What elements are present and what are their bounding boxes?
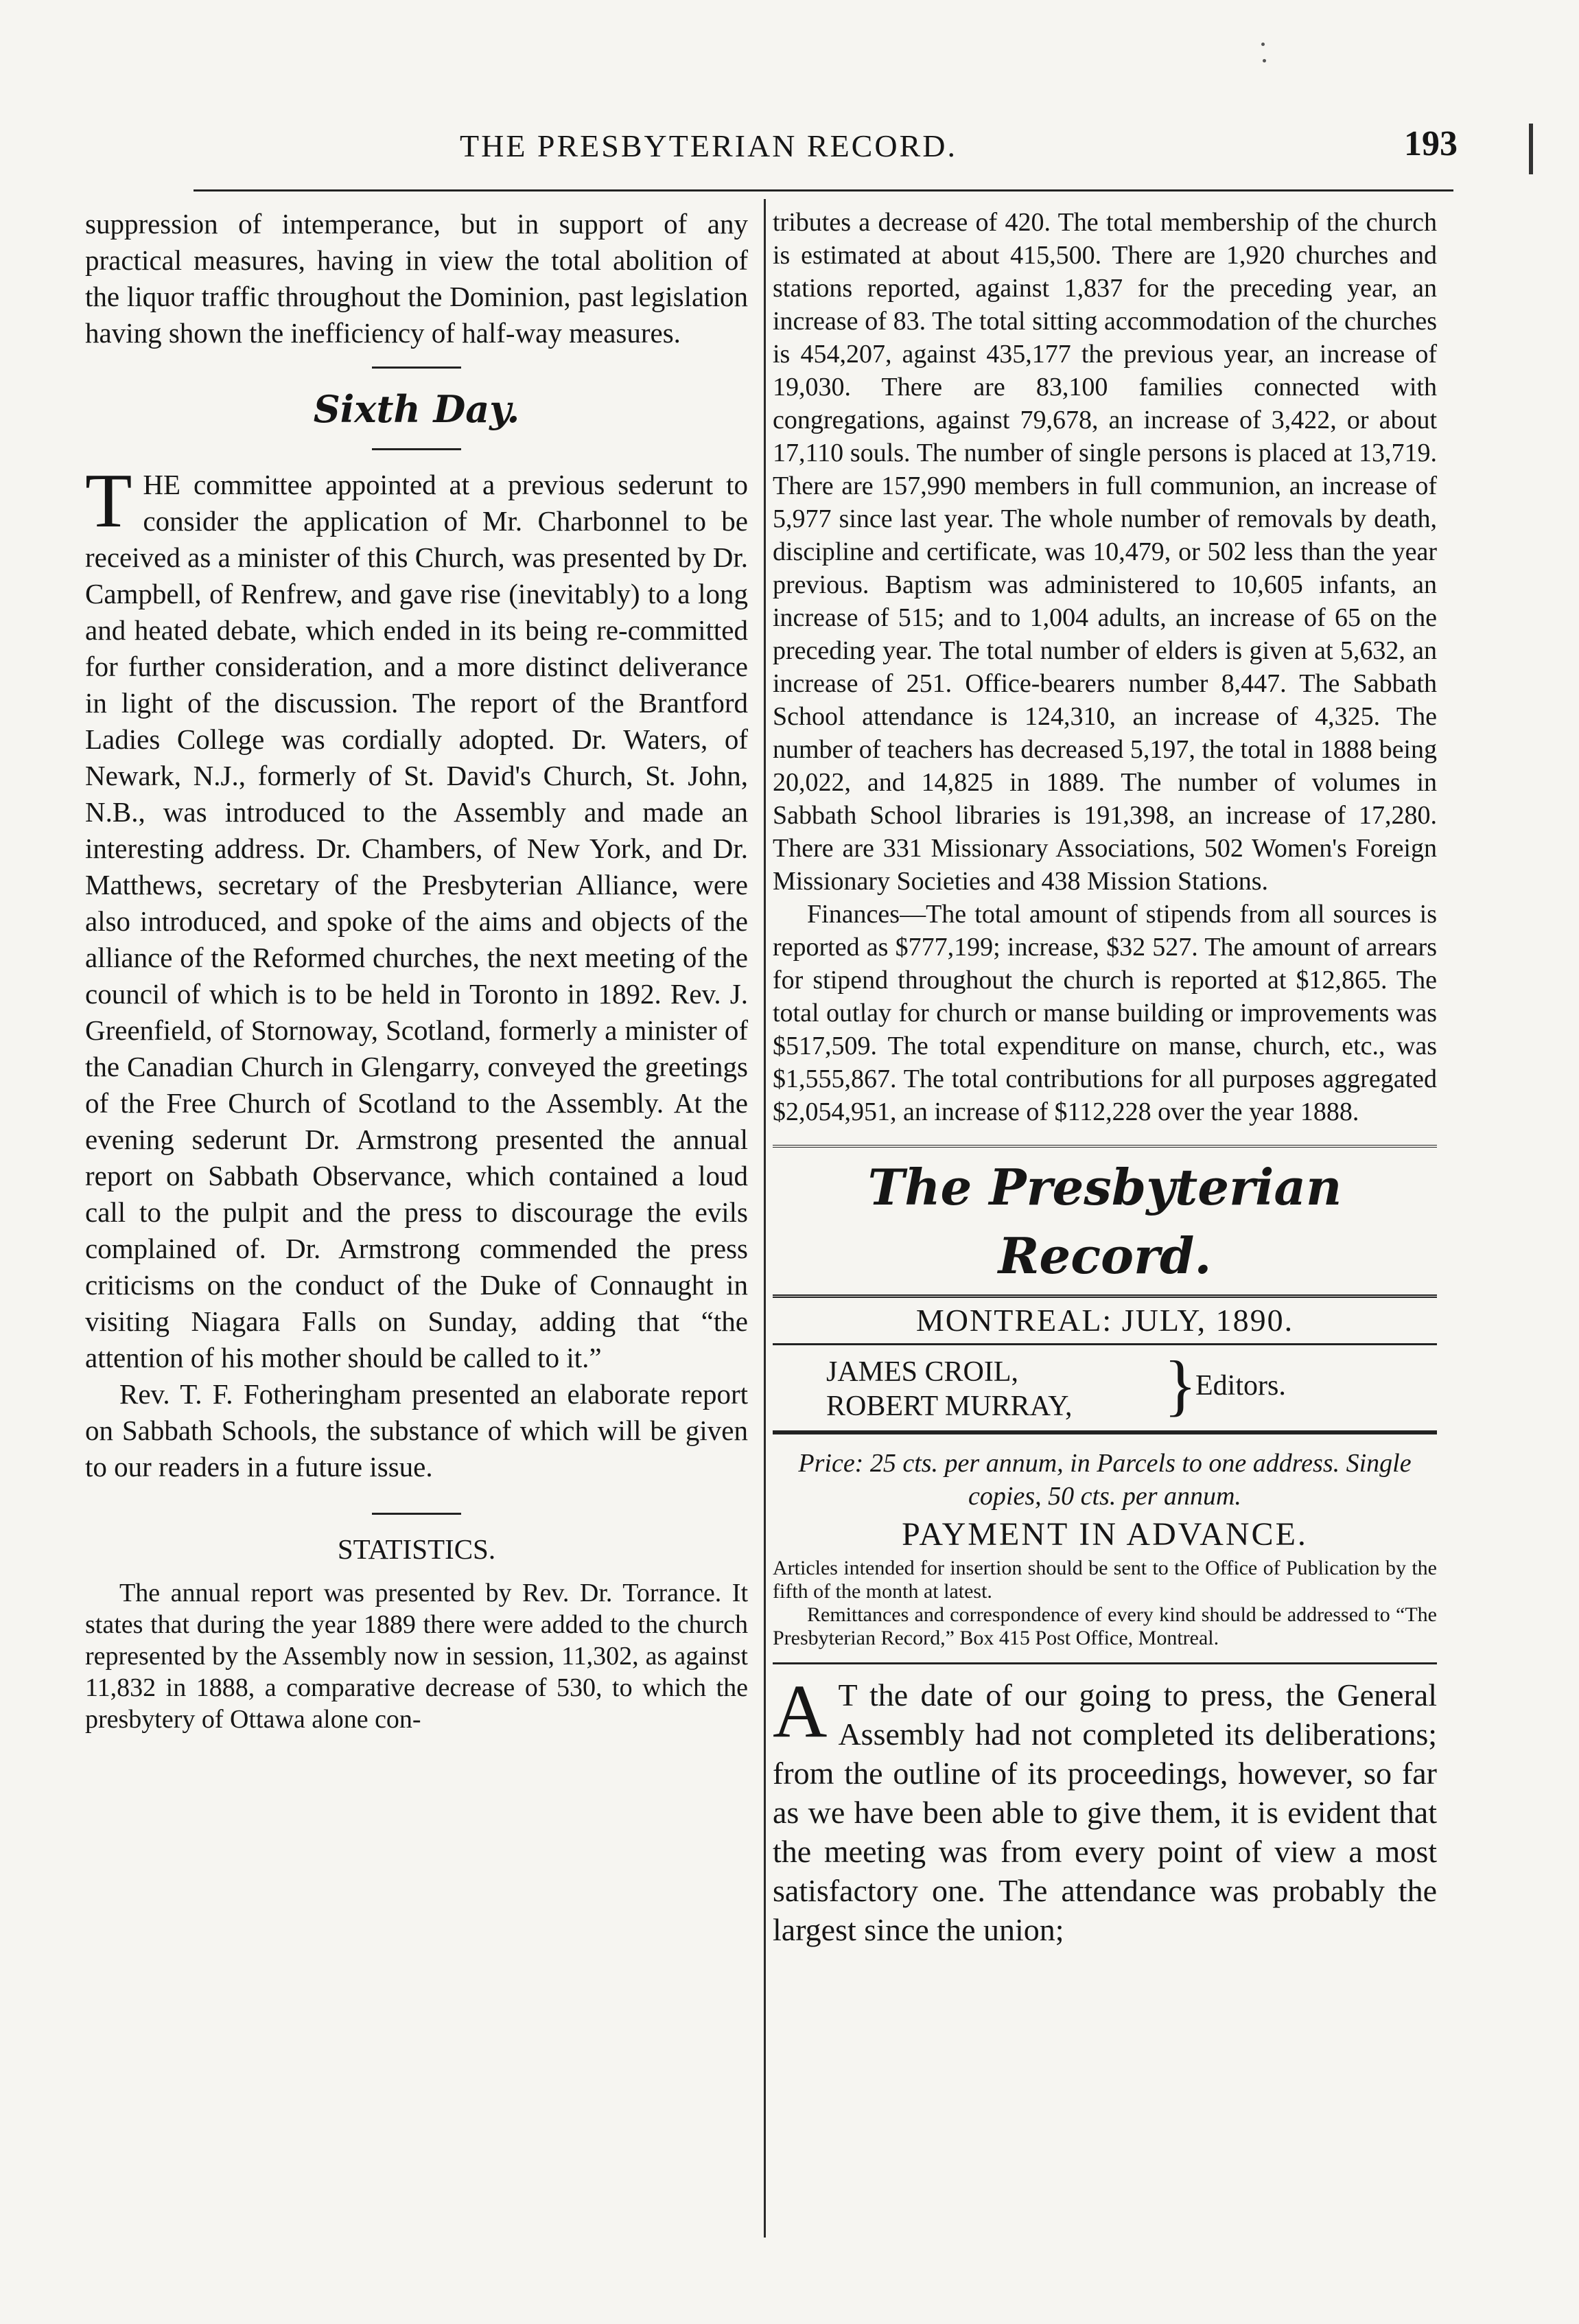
remittances-notice: Remittances and correspondence of every kind should be addressed to “The Presbyterian Record,” Box 415 Post Office, Montreal. xyxy=(773,1603,1437,1649)
left-column xyxy=(85,206,748,1735)
divider xyxy=(773,1662,1437,1664)
dateline: MONTREAL: JULY, 1890. xyxy=(773,1298,1437,1345)
editor-name: JAMES CROIL, xyxy=(826,1356,1019,1388)
editor-name: ROBERT MURRAY, xyxy=(826,1391,1073,1422)
speck xyxy=(1261,43,1265,46)
divider xyxy=(372,367,461,369)
running-header xyxy=(194,115,1477,173)
margin-mark xyxy=(1529,124,1533,174)
paragraph-text: HE committee appointed at a previous sederunt to consider the application of Mr. Charbonnel to be received as a minister of this Church, was presented by Dr. Campbell, of Renfrew, and gave rise (inevitably) to a long and heated debate, which ended in its being re-committed for further consideration, and a more distinct deliverance in light of the discussion. The report of the Brantford Ladies College was cordially adopted. Dr. Waters, of Newark, N.J., formerly of St. David's Church, St. John, N.B., was introduced to the Assembly and made an interesting address. Dr. Chambers, of New York, and Dr. Matthews, secretary of the Presbyterian Alliance, were also introduced, and spoke of the aims and objects of the alliance of the Reformed churches, the next meeting of the council of which is to be held in Toronto in 1892. Rev. J. Greenfield, of Stornoway, Scotland, formerly a minister of the Canadian Church in Glengarry, conveyed the greetings of the Free Church of Scotland to the Assembly. At the evening sederunt Dr. Armstrong presented the annual report on Sabbath Observance, which contained a loud call to the pulpit and the press to discourage the evils complained of. Dr. Armstrong commended the press criticisms on the conduct of the Duke of Connaught in visiting Niagara Falls on Sunday, adding that “the attention of his mother should be called to it.” xyxy=(85,469,748,1373)
brace: } xyxy=(1164,1347,1197,1423)
drop-cap: T xyxy=(85,458,132,544)
page-number: 193 xyxy=(1404,124,1458,163)
paragraph: tributes a decrease of 420. The total membership of the church is estimated at about 415,500. There are 1,920 churches and stations reported, against 1,837 for the preceding year, an increase of 83. The total sitting accommodation of the churches is 454,207, against 435,177 the previous year, an increase of 19,030. There are 83,100 families connected with congregations, against 79,678, an increase of 3,422, or about 17,110 souls. The number of single persons is placed at 13,719. There are 157,990 members in full communion, an increase of 5,977 since last year. The whole number of removals by death, discipline and certificate, was 10,479, or 502 less than the year previous. Baptism was administered to 10,605 infants, an increase of 515; and to 1,004 adults, an increase of 65 on the preceding year. The total number of elders is given at 5,632, an increase of 251. Office-bearers number 8,447. The Sabbath School attendance is 124,310, an increase of 4,325. The number of teachers has decreased 5,197, the total in 1888 being 20,022, and 14,825 in 1889. The number of volumes in Sabbath School libraries is 191,398, an increase of 17,280. There are 331 Missionary Associations, 502 Women's Foreign Missionary Societies and 438 Mission Stations. xyxy=(773,208,1437,896)
payment-notice: PAYMENT IN ADVANCE. xyxy=(902,1516,1308,1553)
paragraph: Rev. T. F. Fotheringham presented an elaborate report on Sabbath Schools, the substance of which will be given to our readers in a future issue. xyxy=(85,1378,748,1483)
articles-notice: Articles intended for insertion should be sent to the Office of Publication by the fifth of the month at latest. xyxy=(773,1557,1437,1603)
paragraph: Finances—The total amount of stipends from all sources is reported as $777,199; increase, $32 527. The amount of arrears for stipend throughout the church is reported at $12,865. The total outlay for church or manse building or improvements was $517,509. The total expenditure on manse, church, etc., was $1,555,867. The total contributions for all purposes aggregated $2,054,951, an increase of $112,228 over the year 1888. xyxy=(773,900,1437,1126)
divider xyxy=(372,448,461,450)
paragraph: suppression of intemperance, but in support of any practical measures, having in view the total abolition of the liquor traffic throughout the Dominion, past legislation having shown the inefficiency of half-way measures. xyxy=(85,208,748,349)
price-notice: Price: 25 cts. per annum, in Parcels to one address. Single copies, 50 cts. per annum. xyxy=(798,1449,1412,1511)
paragraph-text: T the date of our going to press, the General Assembly had not completed its deliberations; from the outline of its proceedings, however, so far as we have been able to give them, it is evident that the meeting was from every point of view a most satisfactory one. The attendance was probably the largest since the union; xyxy=(773,1677,1437,1947)
paragraph xyxy=(773,1669,1437,1949)
editors-block xyxy=(773,1345,1437,1432)
editors-label: Editors. xyxy=(1195,1370,1286,1402)
speck xyxy=(1263,59,1266,62)
right-column xyxy=(773,206,1437,1949)
running-title: THE PRESBYTERIAN RECORD. xyxy=(460,128,957,163)
column-rule xyxy=(764,199,766,2238)
editor-names xyxy=(826,1355,1073,1424)
divider xyxy=(372,1513,461,1515)
section-heading: Sixth Day. xyxy=(313,387,520,431)
masthead xyxy=(773,1145,1437,1434)
masthead-title: The Presbyterian Record. xyxy=(773,1148,1437,1298)
paragraph: The annual report was presented by Rev. Dr. Torrance. It states that during the year 1889 there were added to the church represented by the Assembly now in session, 11,302, as against 11,832 in 1888, a comparative decrease of 530, to which the presbytery of Ottawa alone con- xyxy=(85,1579,748,1734)
header-rule xyxy=(194,189,1453,191)
paragraph xyxy=(85,458,748,1376)
drop-cap: A xyxy=(773,1669,828,1753)
subheading: STATISTICS. xyxy=(337,1533,496,1565)
